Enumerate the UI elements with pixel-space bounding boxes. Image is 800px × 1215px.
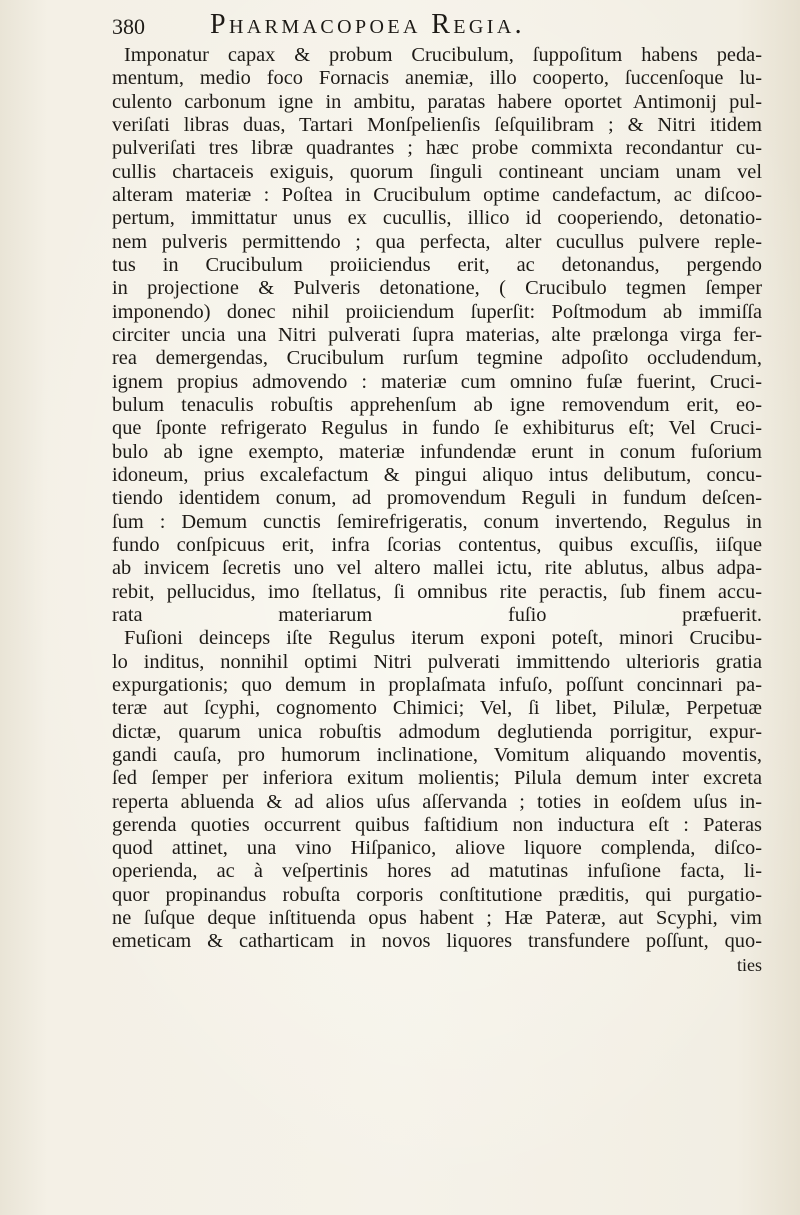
running-title: Pharmacopoea Regia. [210, 9, 526, 40]
text-line: nem pulveris permittendo ; qua perfecta, alter cucullus pulvere reple- [112, 230, 762, 253]
page-header [112, 6, 762, 42]
text-line: gandi cauſa, pro humorum inclinatione, Vomitum aliquando moventis, [112, 743, 762, 766]
text-line: ab invicem ſecretis uno vel altero mallei ictu, rite ablutus, albus adpa- [112, 557, 762, 580]
text-line: rea demergendas, Crucibulum rurſum tegmine adpoſito occludendum, [112, 347, 762, 370]
text-line: bulo ab igne exempto, materiæ infundendæ erunt in conum fuſorium [112, 440, 762, 463]
text-line: pulveriſati tres libræ quadrantes ; hæc probe commixta recondantur cu- [112, 137, 762, 160]
text-line: fundo conſpicuus erit, infra ſcorias contentus, quibus excuſſis, iiſque [112, 533, 762, 556]
text-line: imponendo) donec nihil proiiciendum ſuperſit: Poſtmodum ab immiſſa [112, 300, 762, 323]
text-line: rata materiarum fuſio præfuerit. [112, 603, 762, 626]
text-line: reperta abluenda & ad alios uſus aſſervanda ; toties in eoſdem uſus in- [112, 790, 762, 813]
text-line: expurgationis; quo demum in proplaſmata infuſo, poſſunt concinnari pa- [112, 673, 762, 696]
text-line: que ſponte refrigerato Regulus in fundo ſe exhibiturus eſt; Vel Cruci- [112, 417, 762, 440]
text-line: teræ aut ſcyphi, cognomento Chimici; Vel, ſi libet, Pilulæ, Perpetuæ [112, 697, 762, 720]
text-line: pertum, immittatur unus ex cucullis, illico id cooperiendo, detonatio- [112, 207, 762, 230]
text-line: mentum, medio foco Fornacis anemiæ, illo cooperto, ſuccenſoque lu- [112, 67, 762, 90]
catchword: ties [737, 954, 762, 975]
text-line: alteram materiæ : Poſtea in Crucibulum optime candefactum, ac diſcoo- [112, 183, 762, 206]
text-line: gerenda quoties occurrent quibus faſtidium non inductura eſt : Pateras [112, 813, 762, 836]
page-number: 380 [112, 14, 145, 39]
text-line: Imponatur capax & probum Crucibulum, ſuppoſitum habens peda- [124, 44, 762, 66]
text-line: in projectione & Pulveris detonatione, ( Crucibulo tegmen ſemper [112, 277, 762, 300]
text-line: ſum : Demum cunctis ſemirefrigeratis, conum invertendo, Regulus in [112, 510, 762, 533]
text-line: Fuſioni deinceps iſte Regulus iterum exponi poteſt, minori Crucibu- [124, 627, 762, 650]
body-text [112, 44, 762, 977]
text-line: ſed ſemper per inferiora exitum molientis; Pilula demum inter excreta [112, 767, 762, 790]
text-line: operienda, ac à veſpertinis hores ad matutinas infuſione facta, li- [112, 860, 762, 883]
text-line: rebit, pellucidus, imo ſtellatus, ſi omnibus rite peractis, ſub finem accu- [112, 580, 762, 603]
text-line: emeticam & catharticam in novos liquores transfundere poſſunt, quo- [112, 930, 762, 953]
text-line: idoneum, prius excalefactum & pingui aliquo intus delibutum, concu- [112, 463, 762, 486]
text-line: ignem propius admovendo : materiæ cum omnino fuſæ fuerint, Cruci- [112, 370, 762, 393]
text-line: cullis chartaceis exiguis, quorum ſinguli contineant unciam unam vel [112, 160, 762, 183]
text-line: quod attinet, una vino Hiſpanico, aliove liquore complenda, diſco- [112, 837, 762, 860]
text-line: dictæ, quarum unica robuſtis admodum deglutienda porrigitur, expur- [112, 720, 762, 743]
text-line: lo inditus, nonnihil optimi Nitri pulverati immittendo ulterioris gratia [112, 650, 762, 673]
text-line: veriſati libras duas, Tartari Monſpelienſis ſeſquilibram ; & Nitri itidem [112, 113, 762, 136]
text-line: ne ſuſque deque inſtituenda opus habent ; Hæ Pateræ, aut Scyphi, vim [112, 907, 762, 930]
text-line: quor propinandus robuſta corporis conſtitutione præditis, qui purgatio- [112, 883, 762, 906]
text-line: tus in Crucibulum proiiciendus erit, ac detonandus, pergendo [112, 253, 762, 276]
text-line: tiendo identidem conum, ad promovendum Reguli in fundum deſcen- [112, 487, 762, 510]
text-line: circiter uncia una Nitri pulverati ſupra materias, alte prælonga virga fer- [112, 323, 762, 346]
text-line: culento carbonum igne in ambitu, paratas habere oportet Antimonij pul- [112, 90, 762, 113]
text-line: bulum tenaculis robuſtis apprehenſum ab igne removendum erit, eo- [112, 393, 762, 416]
